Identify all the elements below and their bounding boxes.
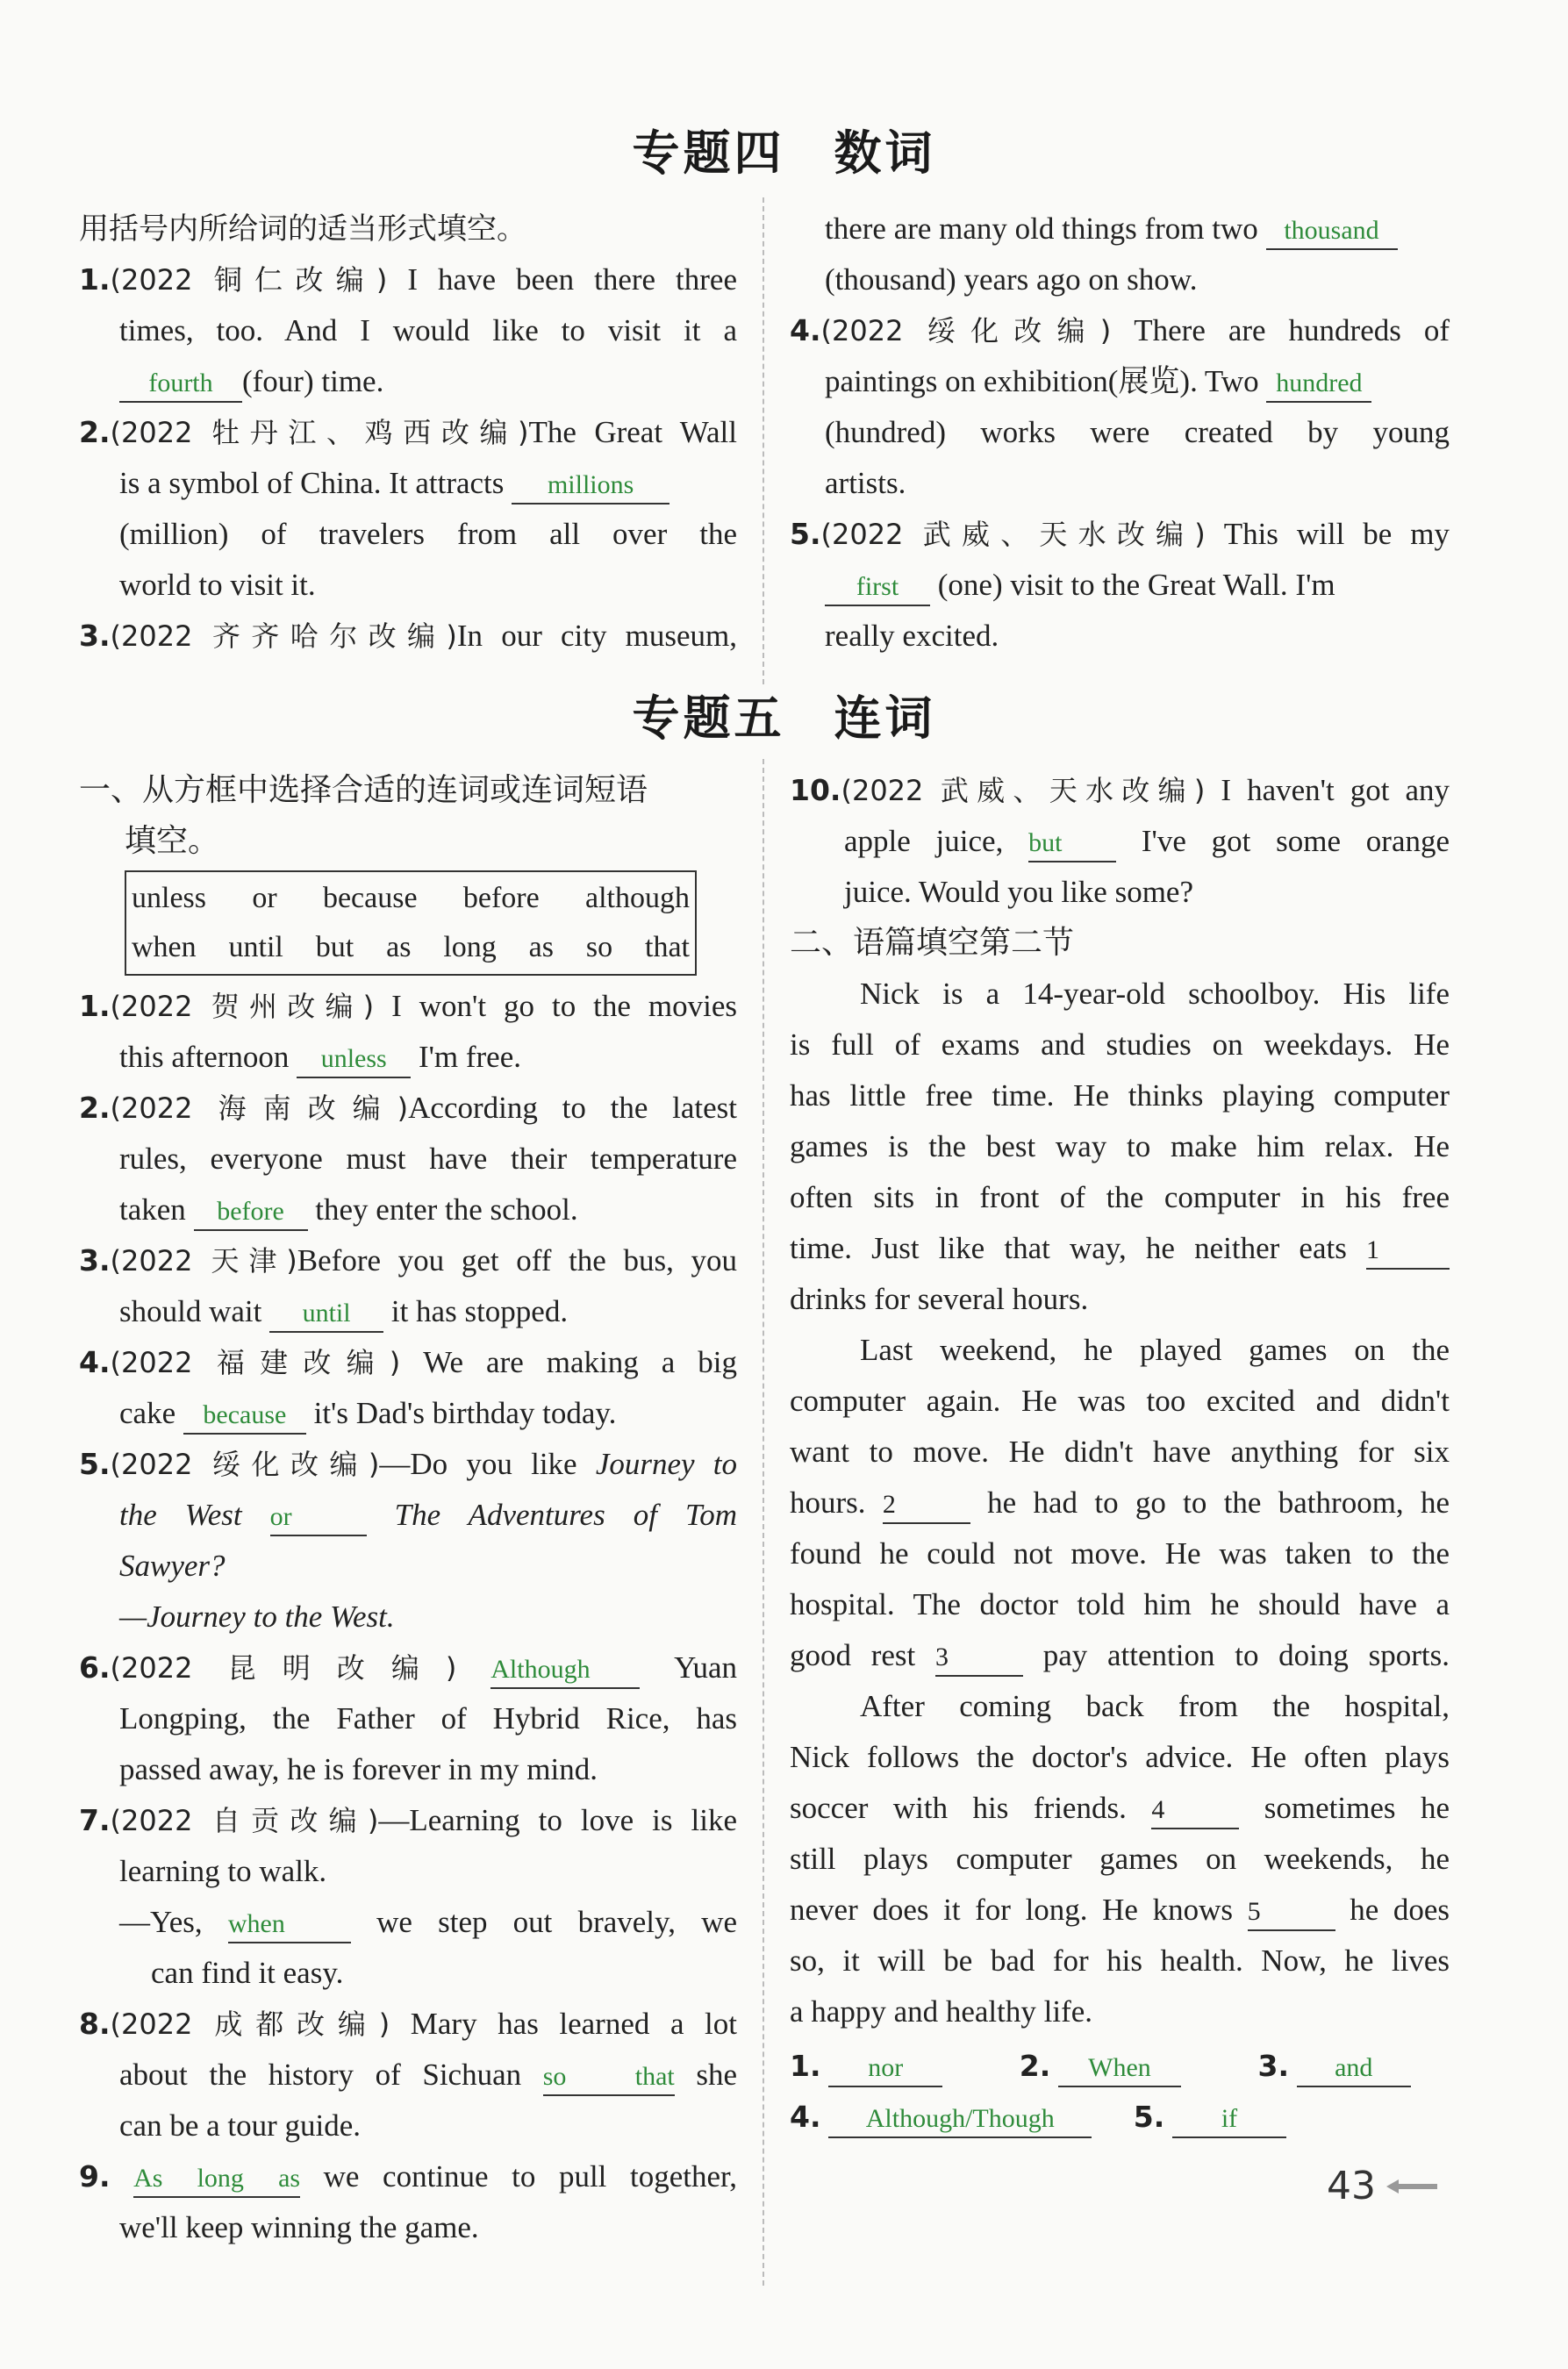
q-number: 5.	[79, 1447, 111, 1481]
q-text: —Do you like	[379, 1447, 577, 1481]
answer-blank[interactable]: first	[825, 569, 930, 606]
q-source: (2022 牡丹江、鸡西改编)	[110, 416, 529, 449]
word-box-row: when until but as long as so that	[132, 931, 690, 963]
q-text: it has stopped.	[390, 1294, 569, 1328]
q-source: (2022 绥化改编)	[110, 1448, 380, 1481]
passage-text: has little free time. He thinks playing computer	[790, 1078, 1450, 1113]
passage-text: he had to go to the bathroom, he	[987, 1485, 1450, 1520]
answer-row-1	[790, 2041, 1450, 2092]
q-text: really excited.	[825, 619, 999, 653]
q-text: taken	[119, 1192, 186, 1227]
answer-blank[interactable]: before	[194, 1194, 308, 1231]
q-text: about the history of Sichuan	[119, 2058, 522, 2092]
answer-blank[interactable]: When	[1058, 2051, 1181, 2087]
q-text: we step out bravely, we	[376, 1905, 738, 1939]
q-text: rules, everyone must have their temperature	[119, 1142, 737, 1176]
s5-q8	[79, 1999, 737, 2050]
answer-blank[interactable]: nor	[828, 2051, 942, 2087]
section4-left-column	[79, 204, 737, 662]
q-text: apple juice,	[844, 824, 1004, 858]
q-source: (2022 昆明改编)	[110, 1651, 457, 1685]
q-text: Sawyer?	[119, 1549, 226, 1583]
q-source: (2022 自贡改编)	[110, 1804, 379, 1837]
q-text: Yuan	[674, 1650, 738, 1685]
answer-blank[interactable]: Although/Though	[828, 2101, 1092, 2138]
q-text: paintings on exhibition(展览). Two	[825, 364, 1259, 398]
passage	[790, 969, 1450, 2037]
q-source: (2022 海南改编)	[110, 1091, 409, 1125]
q-source: (2022 铜仁改编)	[110, 263, 388, 297]
q-number: 3.	[79, 1243, 111, 1278]
arrow-left-icon	[1386, 2178, 1439, 2195]
answer-blank[interactable]: until	[269, 1296, 383, 1333]
s4-q5	[790, 509, 1450, 560]
section4-instruction: 用括号内所给词的适当形式填空。	[79, 211, 526, 247]
section4-title-topic: 数词	[834, 125, 936, 181]
passage-text: computer again. He was too excited and didn't	[790, 1384, 1450, 1418]
q-text: it's Dad's birthday today.	[313, 1396, 617, 1430]
passage-text: sometimes he	[1264, 1791, 1450, 1825]
passage-text: hospital. The doctor told him he should have a	[790, 1587, 1450, 1621]
q-text: (thousand) years ago on show.	[825, 262, 1198, 297]
passage-text: After coming back from the hospital,	[860, 1689, 1450, 1723]
word-box-row: unless or because before although	[132, 882, 690, 914]
passage-blank[interactable]: 1	[1366, 1233, 1450, 1270]
q-text: —Journey to the West.	[119, 1600, 395, 1634]
q-text: (four) time.	[242, 364, 384, 398]
q-text: can find it easy.	[151, 1956, 344, 1990]
answer-blank[interactable]: but	[1028, 826, 1116, 862]
answer-number: 2.	[1019, 2049, 1051, 2083]
q-text: There are hundreds of	[1134, 313, 1450, 347]
q-text: I'm free.	[418, 1040, 522, 1074]
passage-text: Nick follows the doctor's advice. He often plays	[790, 1740, 1450, 1774]
q-source: (2022 贺州改编)	[110, 990, 375, 1023]
passage-text: he does	[1350, 1893, 1450, 1927]
s5-q5	[79, 1439, 737, 1490]
section5-title-label: 专题五	[632, 691, 785, 746]
s5-q2	[79, 1083, 737, 1134]
answer-blank[interactable]: As long as	[133, 2161, 300, 2198]
q-number: 1.	[79, 989, 111, 1023]
passage-text: drinks for several hours.	[790, 1282, 1089, 1316]
passage-text: soccer with his friends.	[790, 1791, 1127, 1825]
s5-q9	[79, 2151, 737, 2202]
answer-blank[interactable]: and	[1297, 2051, 1411, 2087]
s5-q1	[79, 981, 737, 1032]
answer-blank[interactable]: hundred	[1266, 366, 1371, 403]
passage-text: often sits in front of the computer in his free	[790, 1180, 1450, 1214]
q-number: 9.	[79, 2159, 111, 2194]
q-text: The Great Wall	[528, 415, 737, 449]
q-source: (2022 天津)	[110, 1244, 297, 1278]
q-text: learning to walk.	[119, 1854, 327, 1888]
q-text: is a symbol of China. It attracts	[119, 466, 505, 500]
answer-number: 4.	[790, 2100, 821, 2134]
q-text: (one) visit to the Great Wall. I'm	[937, 568, 1335, 602]
passage-text: a happy and healthy life.	[790, 1994, 1093, 2029]
passage-text: still plays computer games on weekends, he	[790, 1842, 1450, 1876]
answer-blank[interactable]: if	[1172, 2101, 1286, 2138]
q-text: Before you get off the bus, you	[297, 1243, 737, 1278]
q-number: 4.	[790, 313, 821, 347]
q-text: juice. Would you like some?	[844, 875, 1193, 909]
q-text: there are many old things from two	[825, 211, 1258, 246]
q-text: cake	[119, 1396, 176, 1430]
q-text: I haven't got any	[1221, 773, 1450, 807]
section4-title	[0, 116, 1568, 183]
passage-text: so, it will be bad for his health. Now, he lives	[790, 1943, 1450, 1978]
answer-blank[interactable]: so that	[543, 2059, 675, 2096]
q-text: I've got some orange	[1141, 824, 1450, 858]
q-number: 10.	[790, 773, 841, 807]
part1-heading: 一、从方框中选择合适的连词或连词短语	[79, 772, 648, 808]
q-text: passed away, he is forever in my mind.	[119, 1752, 598, 1786]
q-text: should wait	[119, 1294, 262, 1328]
q-source: (2022 绥化改编)	[820, 314, 1112, 347]
section5-title-topic: 连词	[834, 691, 936, 746]
q-text: this afternoon	[119, 1040, 290, 1074]
q-number: 6.	[79, 1650, 111, 1685]
q-text: times, too. And I would like to visit it a	[119, 313, 737, 347]
q-text: This will be my	[1223, 517, 1450, 551]
answer-blank[interactable]: unless	[297, 1041, 411, 1078]
passage-text: pay attention to doing sports.	[1042, 1638, 1450, 1672]
section5-right-column	[790, 765, 1450, 2143]
q-text: We are making a big	[423, 1345, 737, 1379]
section5-left-column	[79, 765, 737, 2253]
passage-blank[interactable]: 4	[1151, 1793, 1239, 1829]
q-number: 2.	[79, 415, 111, 449]
passage-text: never does it for long. He knows	[790, 1893, 1233, 1927]
column-divider	[763, 759, 764, 2286]
q-number: 8.	[79, 2007, 111, 2041]
q-text: world to visit it.	[119, 568, 316, 602]
column-divider	[763, 197, 764, 684]
section4-title-label: 专题四	[632, 125, 785, 181]
q-text: In our city museum,	[456, 619, 737, 653]
passage-blank[interactable]: 3	[935, 1640, 1023, 1677]
answer-blank[interactable]: fourth	[119, 366, 242, 403]
q-text: we continue to pull together,	[323, 2159, 737, 2194]
answer-blank[interactable]: millions	[512, 468, 669, 505]
q-source: (2022 成都改编)	[110, 2008, 390, 2041]
q-number: 4.	[79, 1345, 111, 1379]
s4-q4	[790, 305, 1450, 356]
passage-text: Last weekend, he played games on the	[860, 1333, 1450, 1367]
answer-number: 5.	[1133, 2100, 1165, 2134]
q-number: 1.	[79, 262, 111, 297]
q-text: she	[696, 2058, 738, 2092]
answer-blank[interactable]: or	[270, 1499, 367, 1536]
q-source: (2022 武威、天水改编)	[820, 518, 1206, 551]
s5-q4	[79, 1337, 737, 1388]
q-text: —Yes,	[119, 1905, 203, 1939]
q-text: I have been there three	[407, 262, 737, 297]
answer-blank[interactable]: thousand	[1266, 213, 1398, 250]
passage-blank[interactable]: 5	[1248, 1894, 1335, 1931]
s4-q2	[79, 407, 737, 458]
q-text: Journey to	[595, 1447, 737, 1481]
q-text: artists.	[825, 466, 906, 500]
s5-q7	[79, 1795, 737, 1846]
passage-text: Nick is a 14-year-old schoolboy. His life	[860, 977, 1450, 1011]
q-text: I won't go to the movies	[391, 989, 737, 1023]
q-text: —Learning to love is like	[378, 1803, 737, 1837]
q-text: they enter the school.	[315, 1192, 578, 1227]
s4-q3	[79, 611, 737, 662]
q-text: can be a tour guide.	[119, 2108, 362, 2143]
s5-q6	[79, 1643, 737, 1693]
section5-title	[0, 681, 1568, 748]
q-number: 5.	[790, 517, 821, 551]
q-text: According to the latest	[408, 1091, 737, 1125]
s4-q1	[79, 254, 737, 305]
q-text: we'll keep winning the game.	[119, 2210, 479, 2244]
word-box	[125, 870, 697, 976]
q-text: Mary has learned a lot	[410, 2007, 738, 2041]
page-number: 43	[1327, 2164, 1376, 2208]
answer-blank[interactable]: because	[183, 1398, 306, 1435]
q-number: 7.	[79, 1803, 111, 1837]
passage-text: time. Just like that way, he neither eats	[790, 1231, 1347, 1265]
q-text: (hundred) works were created by young	[825, 415, 1450, 449]
q-source: (2022 齐齐哈尔改编)	[110, 619, 457, 653]
passage-text: found he could not move. He was taken to the	[790, 1536, 1450, 1571]
answer-number: 1.	[790, 2049, 821, 2083]
section4-right-column	[790, 204, 1450, 662]
q-text: Longping, the Father of Hybrid Rice, has	[119, 1701, 737, 1736]
q-number: 3.	[79, 619, 111, 653]
part2-heading: 二、语篇填空第二节	[790, 925, 1075, 961]
answer-blank[interactable]: when	[228, 1907, 351, 1943]
q-source: (2022 福建改编)	[110, 1346, 401, 1379]
q-text: the West	[119, 1498, 242, 1532]
part1-heading-cont: 填空。	[125, 823, 220, 859]
passage-text: hours.	[790, 1485, 866, 1520]
passage-text: good rest	[790, 1638, 916, 1672]
s5-q3	[79, 1235, 737, 1286]
passage-text: want to move. He didn't have anything for six	[790, 1435, 1450, 1469]
q-source: (2022 武威、天水改编)	[841, 774, 1206, 807]
passage-text: is full of exams and studies on weekdays. He	[790, 1027, 1450, 1062]
s5-q10	[790, 765, 1450, 816]
answer-number: 3.	[1257, 2049, 1289, 2083]
q-text: The Adventures of Tom	[394, 1498, 738, 1532]
passage-blank[interactable]: 2	[883, 1487, 970, 1524]
answer-row-2	[790, 2092, 1450, 2143]
q-number: 2.	[79, 1091, 111, 1125]
q-text: (million) of travelers from all over the	[119, 517, 737, 551]
passage-text: games is the best way to make him relax. He	[790, 1129, 1450, 1163]
answer-blank[interactable]: Although	[490, 1652, 640, 1689]
